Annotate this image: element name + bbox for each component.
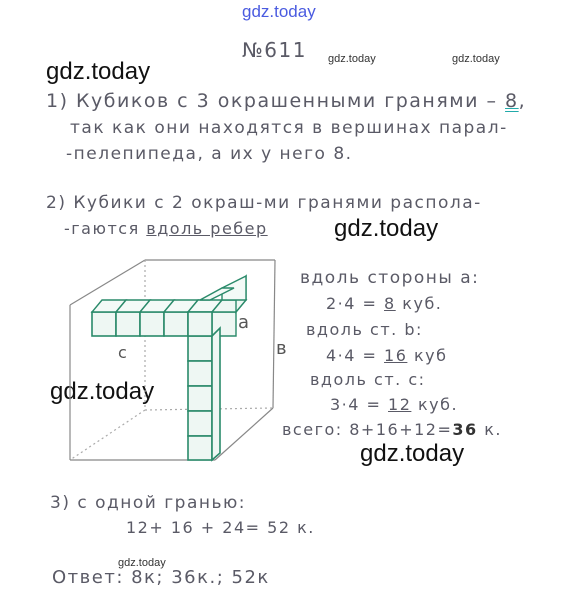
cubes-top-edge [92, 300, 222, 312]
watermark-large: gdz.today [50, 378, 155, 405]
watermark-large: gdz.today [334, 215, 439, 242]
watermark-top: gdz.today [242, 2, 316, 21]
side-b-expr: 4·4 = 16 куб [326, 346, 448, 365]
watermark-small: gdz.today [328, 53, 376, 65]
cubes-vertical-edge [188, 312, 220, 460]
part2-line2: -гаются вдоль ребер [64, 219, 268, 238]
part1-line3: -пелепипеда, а их у него 8. [66, 144, 353, 164]
watermark-large: gdz.today [360, 440, 465, 467]
part3-line2: 12+ 16 + 24= 52 к. [126, 518, 315, 537]
watermark-large: gdz.today [46, 58, 151, 85]
label-c: c [118, 343, 127, 362]
value-eight: 8 [505, 90, 519, 112]
watermark-small: gdz.today [452, 53, 500, 65]
part1-line1: 1) Кубиков с 3 окрашенными гранями – 8, [46, 90, 527, 112]
label-a: a [238, 312, 250, 333]
side-b-title: вдоль ст. b: [306, 320, 423, 339]
answer-line: Ответ: 8к; 36к.; 52к [52, 567, 270, 588]
side-c-expr: 3·4 = 12 куб. [330, 395, 459, 414]
label-b: в [276, 338, 287, 359]
part1-line2: так как они находятся в вершинах парал- [70, 118, 508, 138]
cubes-front-edge [92, 312, 188, 336]
watermark-small: gdz.today [118, 557, 166, 569]
total-line: всего: 8+16+12=36 к. [282, 420, 502, 439]
problem-number: №611 [242, 38, 307, 62]
side-a-title: вдоль стороны a: [300, 268, 480, 288]
along-edges-underlined: вдоль ребер [146, 219, 268, 238]
parallelepiped-figure [60, 250, 290, 468]
side-c-title: вдоль ст. c: [310, 370, 426, 389]
part2-line1: 2) Кубики с 2 окраш-ми гранями распола- [46, 193, 482, 213]
side-a-expr: 2·4 = 8 куб. [326, 294, 443, 313]
part3-line1: 3) с одной гранью: [50, 493, 247, 513]
